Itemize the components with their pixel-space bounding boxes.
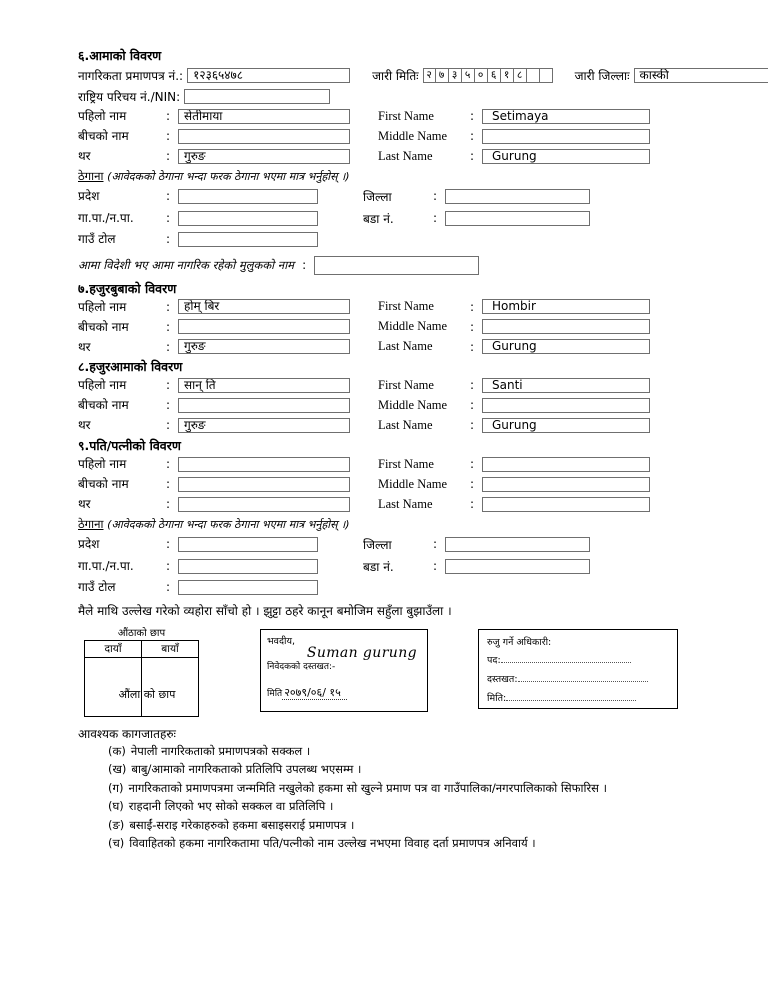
doc-marker: (घ) [108,799,124,814]
spouse-province-row [78,536,690,553]
doc-marker: (ग) [108,780,124,795]
address-note-text: (आवेदकको ठेगाना भन्दा फरक ठेगाना भएमा मात्र भर्नुहोस् ।) [107,517,350,531]
verifying-officer-box [478,629,678,709]
colon: : [470,149,475,164]
middle-name-np-input[interactable] [178,398,350,413]
doc-marker: (च) [108,836,125,851]
foreign-country-label: आमा विदेशी भए आमा नागरिक रहेको मुलुकको नाम [78,257,295,272]
grandfather-last-name-row [78,339,690,354]
province-label: प्रदेश [78,536,100,551]
colon: : [166,339,171,354]
thumbprint-body-text: औंला को छाप [118,687,176,701]
grandfather-first-name-row [78,299,690,314]
colon: : [166,580,171,594]
last-name-en-label: Last Name [378,339,433,354]
list-item [78,818,690,834]
colon: : [166,398,171,413]
colon: : [166,211,171,226]
documents-title: आवश्यक कागजातहरुः [78,726,176,741]
district-label: जिल्ला [363,537,392,552]
officer-post-label: पद: [487,654,501,666]
colon: : [166,418,171,433]
first-name-np-label: पहिलो नाम [78,299,127,314]
middle-name-np-input[interactable] [178,319,350,334]
officer-signature-label: दस्तखत: [487,673,518,685]
doc-text: विवाहितको हकमा नागरिकतामा पति/पत्नीको नाम उल्लेख नभएमा विवाह दर्ता प्रमाणपत्र अनिवार्य । [129,836,536,851]
ward-input[interactable] [445,211,590,226]
section-title-grandmother: ८.हजुरआमाको विवरण [78,359,183,375]
grandmother-middle-name-row [78,398,690,413]
first-name-en-label: First Name [378,299,434,314]
first-name-en-label: First Name [378,456,434,471]
cert-number-input[interactable]: १२३६५४७८ [187,68,350,83]
colon: : [166,477,171,491]
last-name-en-input[interactable] [482,497,650,512]
thumbprint-table [84,640,199,717]
middle-name-np-label: बीचको नाम [78,476,129,491]
issue-date-cell[interactable]: ५ [462,68,475,83]
first-name-en-input[interactable]: Setimaya [482,109,650,124]
spouse-address-heading [78,517,690,532]
grandmother-last-name-row [78,418,690,433]
issue-district-label: जारी जिल्लाः [574,68,630,83]
colon: : [470,319,475,334]
thumbprint-left-label: बायाँ [142,640,199,657]
doc-text: बाबु/आमाको नागरिकताको प्रतिलिपि उपलब्ध भएसम्म । [131,762,362,777]
colon: : [166,299,171,314]
district-label: जिल्ला [363,189,392,204]
province-input[interactable] [178,189,318,204]
doc-text: बसाईं-सराइ गरेकाहरुको हकमा बसाइसराई प्रमाणपत्र । [129,817,355,832]
colon: : [302,258,307,273]
doc-marker: (ङ) [108,817,125,832]
address-heading-text: ठेगाना [78,516,104,531]
mother-municipality-row [78,210,690,227]
first-name-np-input[interactable]: होम् बिर [178,299,350,314]
district-input[interactable] [445,189,590,204]
applicant-signature-box [260,629,428,712]
foreign-country-input[interactable] [314,256,479,275]
middle-name-en-label: Middle Name [378,397,448,412]
section-title-spouse: ९.पति/पत्नीको विवरण [78,437,181,453]
colon: : [166,189,171,204]
section-title-mother: ६.आमाको विवरण [78,48,162,63]
issue-date-cell[interactable] [540,68,553,83]
middle-name-en-label: Middle Name [378,319,448,334]
signature-date-label: मिति [267,688,283,699]
first-name-en-input[interactable]: Hombir [482,299,650,314]
signature-greeting: भवदीय, [267,635,295,647]
officer-date-line[interactable] [506,700,636,701]
thumbprint-caption: औंठाको छाप [117,627,166,639]
issue-district-input[interactable]: कास्की [634,68,768,83]
officer-post-line[interactable] [501,662,631,663]
colon: : [470,477,475,491]
colon: : [433,559,438,573]
doc-text: राहदानी लिएको भए सोको सक्कल वा प्रतिलिपि । [128,799,334,814]
middle-name-np-label: बीचको नाम [78,128,129,143]
signature-date-value: २०७९/०६/ १५ [282,686,347,700]
issue-date-cell[interactable]: २ [423,68,436,83]
ward-label: बडा नं. [363,559,394,574]
colon: : [470,398,475,413]
province-label: प्रदेश [78,188,100,203]
last-name-np-input[interactable]: गुरुङ [178,339,350,354]
spouse-last-name-row [78,497,690,512]
spouse-name-block [78,457,690,512]
grandmother-name-block [78,378,690,433]
mother-address-heading [78,169,690,184]
doc-text: नागरिकताको प्रमाणपत्रमा जन्ममिति नखुलेको हकमा सो खुल्ने प्रमाण पत्र वा गाउँपालिका/नगरपालिकाको सिफारिस । [128,780,607,795]
colon: : [470,109,475,124]
ward-input[interactable] [445,559,590,574]
declaration-text: मैले माथि उल्लेख गरेको व्यहोरा साँचो हो । झुट्टा ठहरे कानून बमोजिम सहुँला बुझाउँला । [78,603,452,618]
middle-name-np-input[interactable] [178,477,350,492]
last-name-en-input[interactable]: Gurung [482,418,650,433]
middle-name-en-input[interactable] [482,129,650,144]
officer-post-row [487,653,669,666]
spouse-middle-name-row [78,477,690,492]
spouse-tole-row [78,580,690,595]
colon: : [166,232,171,247]
spouse-first-name-row [78,457,690,472]
thumbprint-right-label: दायाँ [85,640,142,657]
form-sheet [78,48,690,855]
nin-input[interactable] [184,89,330,104]
colon: : [470,497,475,511]
middle-name-en-input[interactable] [482,398,650,413]
officer-title: रुजु गर्ने अधिकारी: [487,636,552,648]
municipality-label: गा.पा./न.पा. [78,558,134,573]
mother-foreign-country-row [78,256,690,275]
last-name-np-label: थर [78,418,91,433]
officer-signature-row [487,672,669,685]
list-item [78,744,690,760]
mother-last-name-row [78,149,690,164]
colon: : [470,418,475,433]
colon: : [166,149,171,164]
middle-name-np-input[interactable] [178,129,350,144]
municipality-input[interactable] [178,559,318,574]
mother-first-name-row [78,109,690,124]
middle-name-np-label: बीचको नाम [78,398,129,413]
doc-marker: (ख) [108,762,127,777]
tole-input[interactable] [178,232,318,247]
last-name-np-input[interactable]: गुरुङ [178,418,350,433]
issue-date-cell[interactable]: ६ [488,68,501,83]
first-name-en-label: First Name [378,377,434,392]
cert-number-label: नागरिकता प्रमाणपत्र नं.: [78,68,184,83]
first-name-np-input[interactable]: सेतीमाया [178,109,350,124]
first-name-en-input[interactable]: Santi [482,378,650,393]
list-item [78,799,690,815]
mother-middle-name-row [78,129,690,144]
colon: : [433,189,438,204]
tole-label: गाउँ टोल [78,579,116,594]
issue-date-cell[interactable]: १ [501,68,514,83]
last-name-np-input[interactable] [178,497,350,512]
colon: : [166,109,171,124]
ward-label: बडा नं. [363,211,394,226]
issue-date-cell[interactable]: ३ [449,68,462,83]
last-name-np-label: थर [78,496,91,511]
last-name-en-label: Last Name [378,417,433,432]
middle-name-np-label: बीचको नाम [78,319,129,334]
handwritten-signature: Suman gurung [306,644,417,661]
last-name-np-input[interactable]: गुरुङ [178,149,350,164]
colon: : [433,537,438,551]
colon: : [166,457,171,471]
colon: : [470,339,475,354]
colon: : [470,129,475,144]
grandfather-name-block [78,299,690,354]
officer-date-label: मिति: [487,692,507,704]
district-input[interactable] [445,537,590,552]
colon: : [166,378,171,393]
mother-tole-row [78,232,690,247]
colon: : [470,378,475,393]
colon: : [166,497,171,511]
officer-date-row [487,691,669,704]
mother-cert-row [78,67,690,84]
signature-label: निवेदकको दस्तखत:- [267,661,336,672]
address-note-text: (आवेदकको ठेगाना भन्दा फरक ठेगाना भएमा मात्र भर्नुहोस् ।) [107,169,350,183]
first-name-np-label: पहिलो नाम [78,456,127,471]
first-name-en-label: First Name [378,108,434,123]
list-item [78,762,690,778]
first-name-np-label: पहिलो नाम [78,108,127,123]
colon: : [470,299,475,314]
address-heading-text: ठेगाना [78,168,104,183]
issue-date-cell[interactable]: ० [475,68,488,83]
issue-date-cell[interactable]: ७ [436,68,449,83]
last-name-en-input[interactable]: Gurung [482,149,650,164]
tole-input[interactable] [178,580,318,595]
middle-name-en-input[interactable] [482,477,650,492]
municipality-input[interactable] [178,211,318,226]
list-item [78,781,690,797]
grandfather-middle-name-row [78,319,690,334]
list-item [78,836,690,852]
last-name-en-label: Last Name [378,496,433,511]
first-name-en-input[interactable] [482,457,650,472]
mother-nin-row [78,88,690,105]
grandmother-first-name-row [78,378,690,393]
spouse-municipality-row [78,558,690,575]
colon: : [166,129,171,144]
colon: : [433,211,438,226]
table-row [85,640,199,657]
bottom-area [78,625,690,721]
mother-name-block [78,109,690,164]
issue-date-cell[interactable]: ८ [514,68,527,83]
province-input[interactable] [178,537,318,552]
doc-marker: (क) [108,743,126,758]
last-name-np-label: थर [78,339,91,354]
last-name-np-label: थर [78,148,91,163]
signature-date-row [267,685,421,700]
issue-date-cell[interactable] [527,68,540,83]
tole-label: गाउँ टोल [78,231,116,246]
officer-signature-line[interactable] [518,681,648,682]
issue-date-grid[interactable] [423,68,553,83]
first-name-np-input[interactable]: सान् ति [178,378,350,393]
first-name-np-input[interactable] [178,457,350,472]
colon: : [166,537,171,551]
section-title-grandfather: ७.हजुरबुबाको विवरण [78,280,177,296]
middle-name-en-label: Middle Name [378,128,448,143]
thumbprint-block [84,625,199,717]
doc-text: नेपाली नागरिकताको प्रमाणपत्रको सक्कल । [130,743,311,758]
middle-name-en-input[interactable] [482,319,650,334]
first-name-np-label: पहिलो नाम [78,378,127,393]
last-name-en-input[interactable]: Gurung [482,339,650,354]
colon: : [470,457,475,471]
colon: : [166,559,171,573]
nin-label: राष्ट्रिय परिचय नं./NIN: [78,89,181,104]
mother-province-row [78,188,690,205]
colon: : [166,319,171,334]
issue-date-label: जारी मितिः [372,68,419,83]
last-name-en-label: Last Name [378,148,433,163]
municipality-label: गा.पा./न.पा. [78,210,134,225]
middle-name-en-label: Middle Name [378,476,448,491]
